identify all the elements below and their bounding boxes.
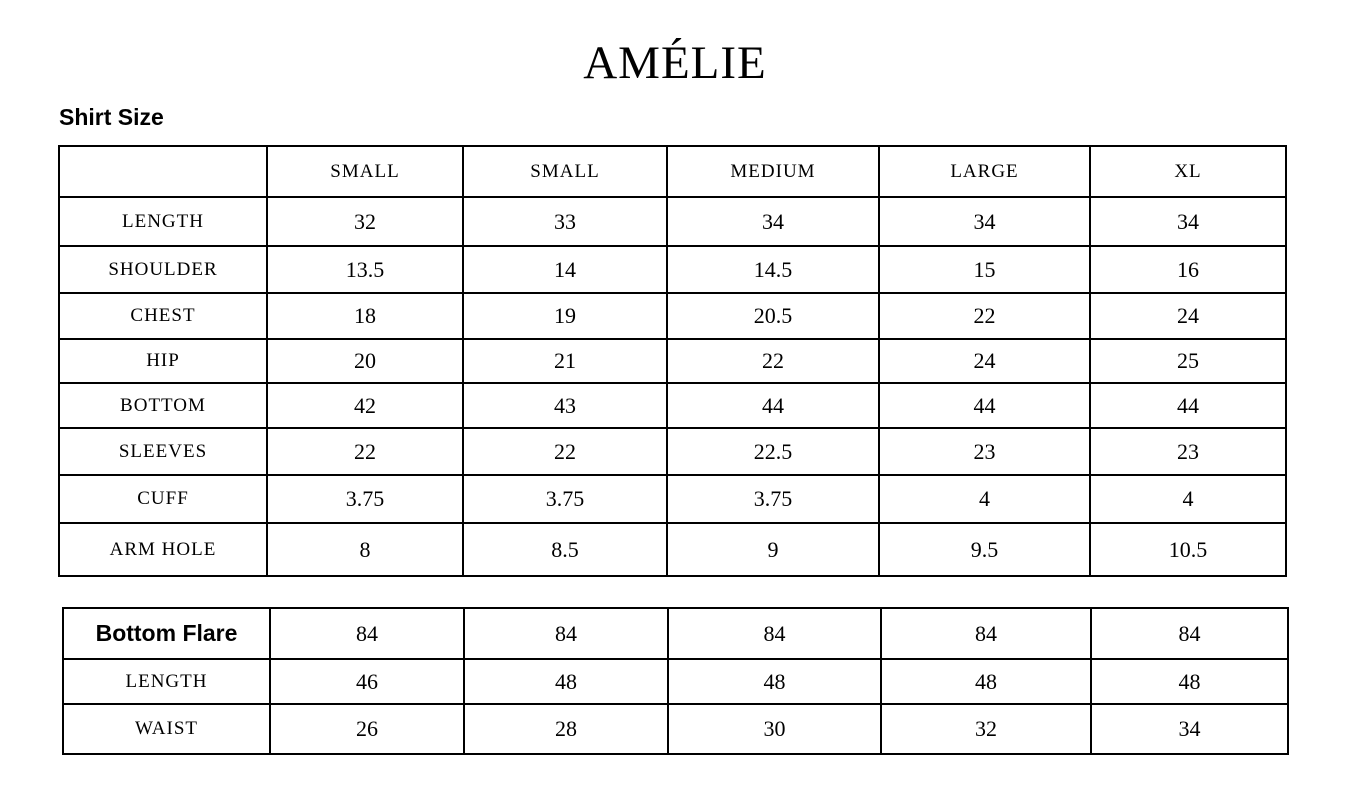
row-label: SLEEVES (59, 428, 267, 475)
header-cell-size: MEDIUM (667, 146, 879, 197)
table-cell: 21 (463, 339, 667, 383)
table-cell: 8.5 (463, 523, 667, 576)
table-cell: 3.75 (667, 475, 879, 523)
table-cell: 19 (463, 293, 667, 339)
table-cell: 84 (1091, 608, 1288, 659)
table-cell: 25 (1090, 339, 1286, 383)
table-cell: 34 (1091, 704, 1288, 754)
header-cell-size: SMALL (267, 146, 463, 197)
table-cell: 4 (1090, 475, 1286, 523)
table-cell: 43 (463, 383, 667, 428)
table-cell: 22 (667, 339, 879, 383)
table-cell: 23 (879, 428, 1090, 475)
table-row (59, 523, 1286, 576)
table-row (59, 197, 1286, 246)
row-label: WAIST (63, 704, 270, 754)
table-row (59, 339, 1286, 383)
table-cell: 34 (667, 197, 879, 246)
row-label: LENGTH (63, 659, 270, 704)
table-cell: 48 (464, 659, 668, 704)
table-cell: 24 (879, 339, 1090, 383)
table-cell: 48 (1091, 659, 1288, 704)
table-cell: 34 (1090, 197, 1286, 246)
table-cell: 13.5 (267, 246, 463, 293)
table-cell: 14.5 (667, 246, 879, 293)
table-cell: 30 (668, 704, 881, 754)
table-cell: 4 (879, 475, 1090, 523)
table-cell: 8 (267, 523, 463, 576)
table-row (63, 659, 1288, 704)
table-cell: 84 (464, 608, 668, 659)
row-label: SHOULDER (59, 246, 267, 293)
table-cell: 46 (270, 659, 464, 704)
brand-title: AMÉLIE (583, 37, 767, 89)
table-cell: 20.5 (667, 293, 879, 339)
table-cell: 22 (463, 428, 667, 475)
table-cell: 44 (1090, 383, 1286, 428)
table-cell: 34 (879, 197, 1090, 246)
shirt-size-table (58, 145, 1287, 577)
row-label: BOTTOM (59, 383, 267, 428)
table-cell: 10.5 (1090, 523, 1286, 576)
table-cell: 48 (881, 659, 1091, 704)
table-cell: 42 (267, 383, 463, 428)
shirt-size-title: Shirt Size (59, 104, 164, 130)
table-cell: 15 (879, 246, 1090, 293)
table-cell: 84 (881, 608, 1091, 659)
table-cell: 32 (267, 197, 463, 246)
table-cell: 3.75 (267, 475, 463, 523)
table-cell: 18 (267, 293, 463, 339)
table-cell: 44 (667, 383, 879, 428)
bottom-size-table (62, 607, 1289, 755)
table-cell: 48 (668, 659, 881, 704)
table-cell: 14 (463, 246, 667, 293)
row-label: LENGTH (59, 197, 267, 246)
table-header-row (59, 146, 1286, 197)
table-row (59, 293, 1286, 339)
row-label: Bottom Flare (63, 608, 270, 659)
header-cell-size: LARGE (879, 146, 1090, 197)
row-label: HIP (59, 339, 267, 383)
table-row (63, 704, 1288, 754)
table-cell: 24 (1090, 293, 1286, 339)
row-label: CUFF (59, 475, 267, 523)
table-row (59, 475, 1286, 523)
row-label: CHEST (59, 293, 267, 339)
header-cell-size: XL (1090, 146, 1286, 197)
table-cell: 28 (464, 704, 668, 754)
table-row (59, 246, 1286, 293)
table-row (59, 428, 1286, 475)
table-cell: 22.5 (667, 428, 879, 475)
table-cell: 9.5 (879, 523, 1090, 576)
table-cell: 20 (267, 339, 463, 383)
table-cell: 3.75 (463, 475, 667, 523)
header-cell-size: SMALL (463, 146, 667, 197)
table-cell: 84 (668, 608, 881, 659)
table-cell: 22 (267, 428, 463, 475)
table-cell: 26 (270, 704, 464, 754)
table-cell: 23 (1090, 428, 1286, 475)
table-cell: 32 (881, 704, 1091, 754)
table-cell: 22 (879, 293, 1090, 339)
table-cell: 33 (463, 197, 667, 246)
table-cell: 16 (1090, 246, 1286, 293)
table-cell: 84 (270, 608, 464, 659)
row-label: ARM HOLE (59, 523, 267, 576)
table-cell: 9 (667, 523, 879, 576)
table-row (59, 383, 1286, 428)
table-row (63, 608, 1288, 659)
table-cell: 44 (879, 383, 1090, 428)
header-cell-empty (59, 146, 267, 197)
